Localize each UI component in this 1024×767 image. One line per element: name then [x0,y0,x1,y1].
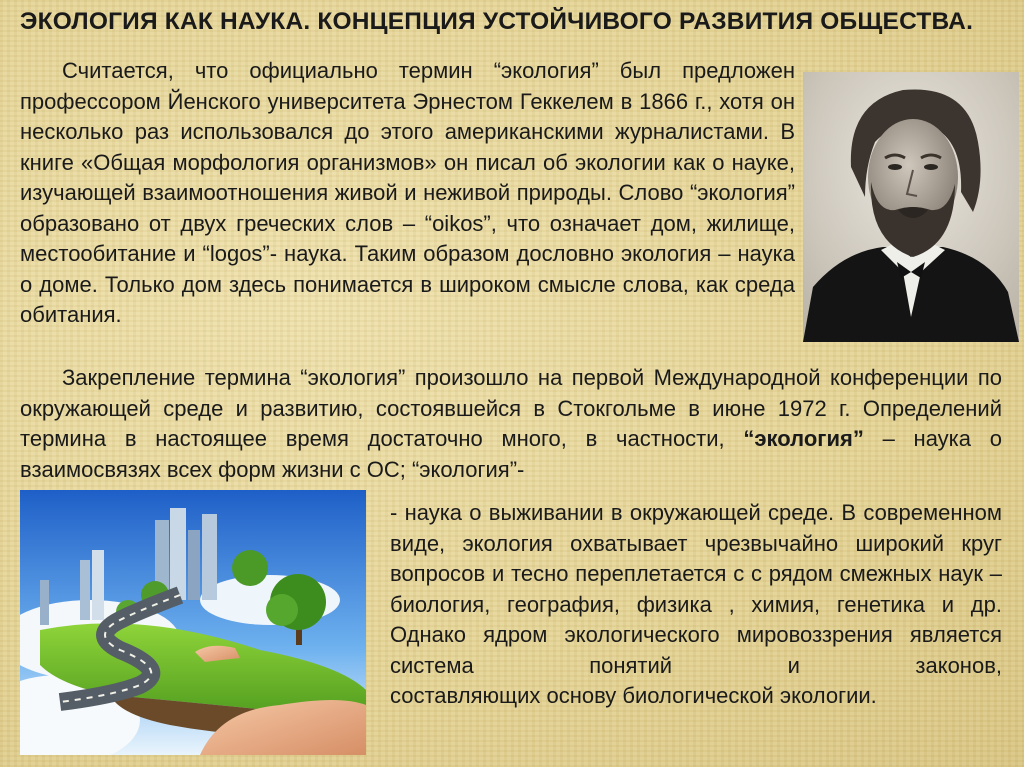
paragraph2-bold-term: “экология” [743,426,864,451]
haeckel-portrait-image [803,72,1019,342]
paragraph-modern-ecology [390,498,1002,712]
paragraph2-end: – наука о взаимосвязях всех форм жизни с ОС; “экология”- [20,426,1003,482]
slide-title: ЭКОЛОГИЯ КАК НАУКА. КОНЦЕПЦИЯ УСТОЙЧИВОГО РАЗВИТИЯ ОБЩЕСТВА. [20,8,974,35]
paragraph3-text: - наука о выживании в окружающей среде. В современном виде, экология охватывает чрезвычайно широкий круг вопросов и тесно переплетается с с рядом смежных наук – биология, география, физика , химия, генетика и др. Однако ядром экологического мировоззрения является система понятий и законов, [390,500,1002,678]
paragraph-term-definition [20,363,1002,485]
paragraph3-last-line: составляющих основу биологической экологии. [390,683,877,708]
ecology-illustration-image [20,490,366,755]
paragraph2-text: Закрепление термина “экология” произошло на первой Международной конференции по окружающей среде и развитию, состоявшейся в Стокгольме в июне 1972 г. Определений термина в настоящее время достаточно много, в частности, [20,365,1002,451]
paragraph-haeckel: Считается, что официально термин “экология” был предложен профессором Йенского университета Эрнестом Геккелем в 1866 г., хотя он несколько раз использовался до этого американскими журналистами. В книге «Общая морфология организмов» он писал об экологии как о науке, изучающей взаимоотношения живой и неживой природы. Слово “экология” образовано от двух греческих слов – “oikos”, что означает дом, жилище, местообитание и “logos”- наука. Таким образом дословно экология – наука о доме. Только дом здесь понимается в широком смысле слова, как среда обитания. [20,58,795,327]
